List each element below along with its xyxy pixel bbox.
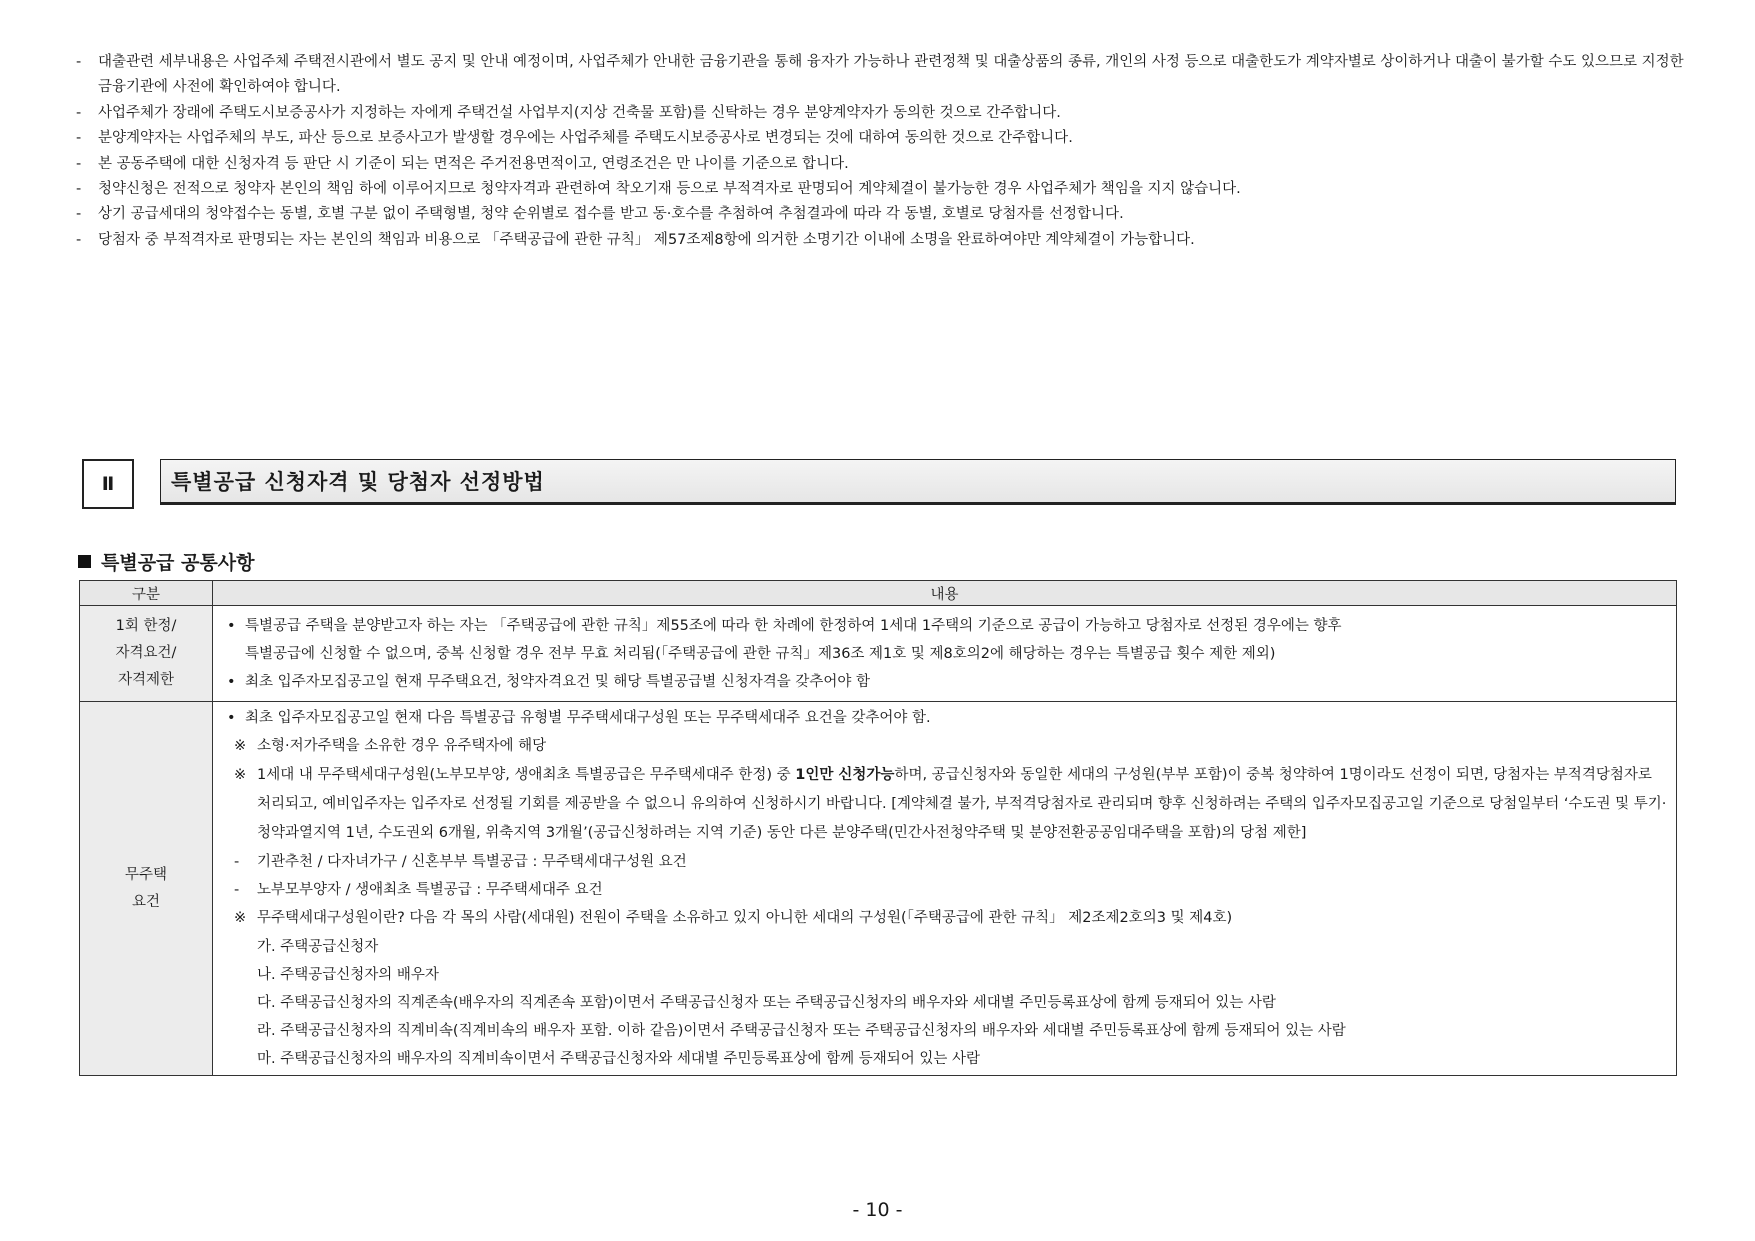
note-dash: -	[76, 130, 82, 147]
list-item: 라. 주택공급신청자의 직계비속(직계비속의 배우자 포함. 이하 같음)이면서 주택공급신청자 또는 주택공급신청자의 배우자와 세대별 주민등록표상에 함께 등재되어 있는 사람	[257, 1023, 1346, 1039]
row-content	[213, 606, 1677, 702]
reference-note	[227, 761, 1670, 848]
table-row	[80, 702, 1677, 1076]
category-line: 무주택	[124, 866, 168, 883]
note-text: 당첨자 중 부적격자로 판명되는 자는 본인의 책임과 비용으로 「주택공급에 관한 규칙」 제57조제8항에 의거한 소명기간 이내에 소명을 완료하여야만 계약체결이 가능합니다.	[98, 231, 1195, 248]
reference-mark-icon: ※	[234, 738, 247, 754]
reference-note	[227, 732, 1670, 761]
bullet-icon: •	[227, 710, 236, 726]
section-header	[82, 459, 1676, 509]
note-dash: -	[76, 206, 82, 223]
bullet-icon: •	[227, 618, 236, 634]
note-dash: -	[76, 155, 82, 172]
dash-text: 기관추천 / 다자녀가구 / 신혼부부 특별공급 : 무주택세대구성원 요건	[257, 854, 687, 870]
row-category	[80, 702, 213, 1076]
bullet-text: 최초 입주자모집공고일 현재 무주택요건, 청약자격요건 및 해당 특별공급별 신청자격을 갖추어야 함	[245, 674, 870, 690]
note-dash: -	[76, 54, 82, 70]
bullet-line	[227, 668, 1670, 696]
note-emphasis: 1인만 신청가능	[795, 767, 895, 783]
bullet-line	[227, 612, 1670, 640]
note-text: 무주택세대구성원이란? 다음 각 목의 사람(세대원) 전원이 주택을 소유하고 있지 아니한 세대의 구성원(「주택공급에 관한 규칙」 제2조제2호의3 및 제4호)	[257, 910, 1233, 926]
table-header-row	[80, 581, 1677, 606]
column-header-category: 구분	[80, 581, 213, 606]
bullet-line	[227, 704, 1670, 732]
bullet-text: 특별공급 주택을 분양받고자 하는 자는 「주택공급에 관한 규칙」제55조에 따라 한 차례에 한정하여 1세대 1주택의 기준으로 공급이 가능하고 당첨자로 선정된 경우에는 향후	[245, 618, 1342, 634]
reference-note	[227, 904, 1670, 933]
bullet-text: 최초 입주자모집공고일 현재 다음 특별공급 유형별 무주택세대구성원 또는 무주택세대주 요건을 갖추어야 함.	[245, 710, 931, 726]
note-dash: -	[76, 231, 82, 248]
top-notes-list	[76, 50, 1686, 253]
page-number: - 10 -	[852, 1199, 903, 1221]
section-number: Ⅱ	[82, 459, 134, 509]
dash-mark: -	[234, 854, 240, 870]
list-item: 다. 주택공급신청자의 직계존속(배우자의 직계존속 포함)이면서 주택공급신청자 또는 주택공급신청자의 배우자와 세대별 주민등록표상에 함께 등재되어 있는 사람	[257, 995, 1276, 1011]
note-dash: -	[76, 104, 82, 121]
note-text: 청약신청은 전적으로 청약자 본인의 책임 하에 이루어지므로 청약자격과 관련하여 착오기재 등으로 부적격자로 판명되어 계약체결이 불가능한 경우 사업주체가 책임을 지지 않습니다.	[98, 181, 1241, 198]
category-line: 요건	[131, 893, 160, 910]
note-text-part: 1세대 내 무주택세대구성원(노부모부양, 생애최초 특별공급은 무주택세대주 한정) 중	[257, 767, 796, 783]
note-item	[76, 101, 1686, 126]
note-item	[76, 152, 1686, 177]
list-item: 나. 주택공급신청자의 배우자	[257, 967, 439, 983]
column-header-content: 내용	[213, 581, 1677, 606]
square-bullet-icon	[78, 555, 91, 568]
bullet-continuation: 특별공급에 신청할 수 없으며, 중복 신청할 경우 전부 무효 처리됨(「주택공급에 관한 규칙」제36조 제1호 및 제8호의2에 해당하는 경우는 특별공급 횟수 제한 제외)	[245, 646, 1276, 662]
note-item	[76, 50, 1686, 101]
note-dash: -	[76, 181, 82, 198]
bullet-icon: •	[227, 674, 236, 690]
note-text: 대출관련 세부내용은 사업주체 주택전시관에서 별도 공지 및 안내 예정이며, 사업주체가 안내한 금융기관을 통해 융자가 가능하나 관련정책 및 대출상품의 종류, 개인의 사정 등으로 대출한도가 계약자별로 상이하거나 대출이 불가할 수도 있으므로 지정한 금융기관에 사전에 확인하여야 합니다.	[98, 54, 1684, 96]
note-text	[257, 761, 1670, 848]
reference-mark-icon: ※	[234, 910, 247, 926]
row-category	[80, 606, 213, 702]
category-line: 자격요건/	[115, 645, 177, 661]
note-item	[76, 202, 1686, 227]
note-item	[76, 177, 1686, 202]
note-text-part: 하며, 공급신청자와 동일한 세대의 구성원(부부 포함)이 중복 청약하여 1명이라도 선정이 되면, 당첨자는 부적격당첨자로 처리되고, 예비입주자는 입주자로 선정될 기회를 제공받을 수 없으니 유의하여 신청하시기 바랍니다. [계약체결 불가, 부적격당첨자로 관리되며 향후 신청하려는 주택의 입주자모집공고일 기준으로 당첨일부터 ‘수도권 및 투기·청약과열지역 1년, 수도권외 6개월, 위축지역 3개월’(공급신청하려는 지역 기준) 동안 다른 분양주택(민간사전청약주택 및 분양전환공공임대주택을 포함)의 당첨 제한]	[257, 767, 1667, 841]
note-text: 본 공동주택에 대한 신청자격 등 판단 시 기준이 되는 면적은 주거전용면적이고, 연령조건은 만 나이를 기준으로 합니다.	[98, 155, 849, 172]
dash-line	[227, 848, 1670, 876]
list-item: 가. 주택공급신청자	[257, 939, 379, 955]
note-text: 분양계약자는 사업주체의 부도, 파산 등으로 보증사고가 발생할 경우에는 사업주체를 주택도시보증공사로 변경되는 것에 대하여 동의한 것으로 간주합니다.	[98, 130, 1073, 147]
subheading	[78, 548, 254, 575]
note-text: 사업주체가 장래에 주택도시보증공사가 지정하는 자에게 주택건설 사업부지(지상 건축물 포함)를 신탁하는 경우 분양계약자가 동의한 것으로 간주합니다.	[98, 104, 1061, 121]
reference-mark-icon: ※	[234, 767, 247, 783]
note-text: 상기 공급세대의 청약접수는 동별, 호별 구분 없이 주택형별, 청약 순위별로 접수를 받고 동·호수를 추첨하여 추첨결과에 따라 각 동별, 호별로 당첨자를 선정합니다.	[98, 206, 1124, 223]
common-requirements-table	[79, 580, 1677, 1076]
table-row	[80, 606, 1677, 702]
dash-line	[227, 876, 1670, 904]
section-title: 특별공급 신청자격 및 당첨자 선정방법	[160, 459, 1676, 505]
category-line: 자격제한	[117, 672, 175, 688]
note-item	[76, 228, 1686, 253]
row-content	[213, 702, 1677, 1076]
category-line: 1회 한정/	[115, 618, 177, 634]
list-item: 마. 주택공급신청자의 배우자의 직계비속이면서 주택공급신청자와 세대별 주민등록표상에 함께 등재되어 있는 사람	[257, 1051, 981, 1067]
dash-mark: -	[234, 882, 240, 898]
dash-text: 노부모부양자 / 생애최초 특별공급 : 무주택세대주 요건	[257, 882, 603, 898]
subheading-text: 특별공급 공통사항	[101, 552, 255, 574]
note-text: 소형·저가주택을 소유한 경우 유주택자에 해당	[257, 738, 547, 754]
note-item	[76, 126, 1686, 151]
